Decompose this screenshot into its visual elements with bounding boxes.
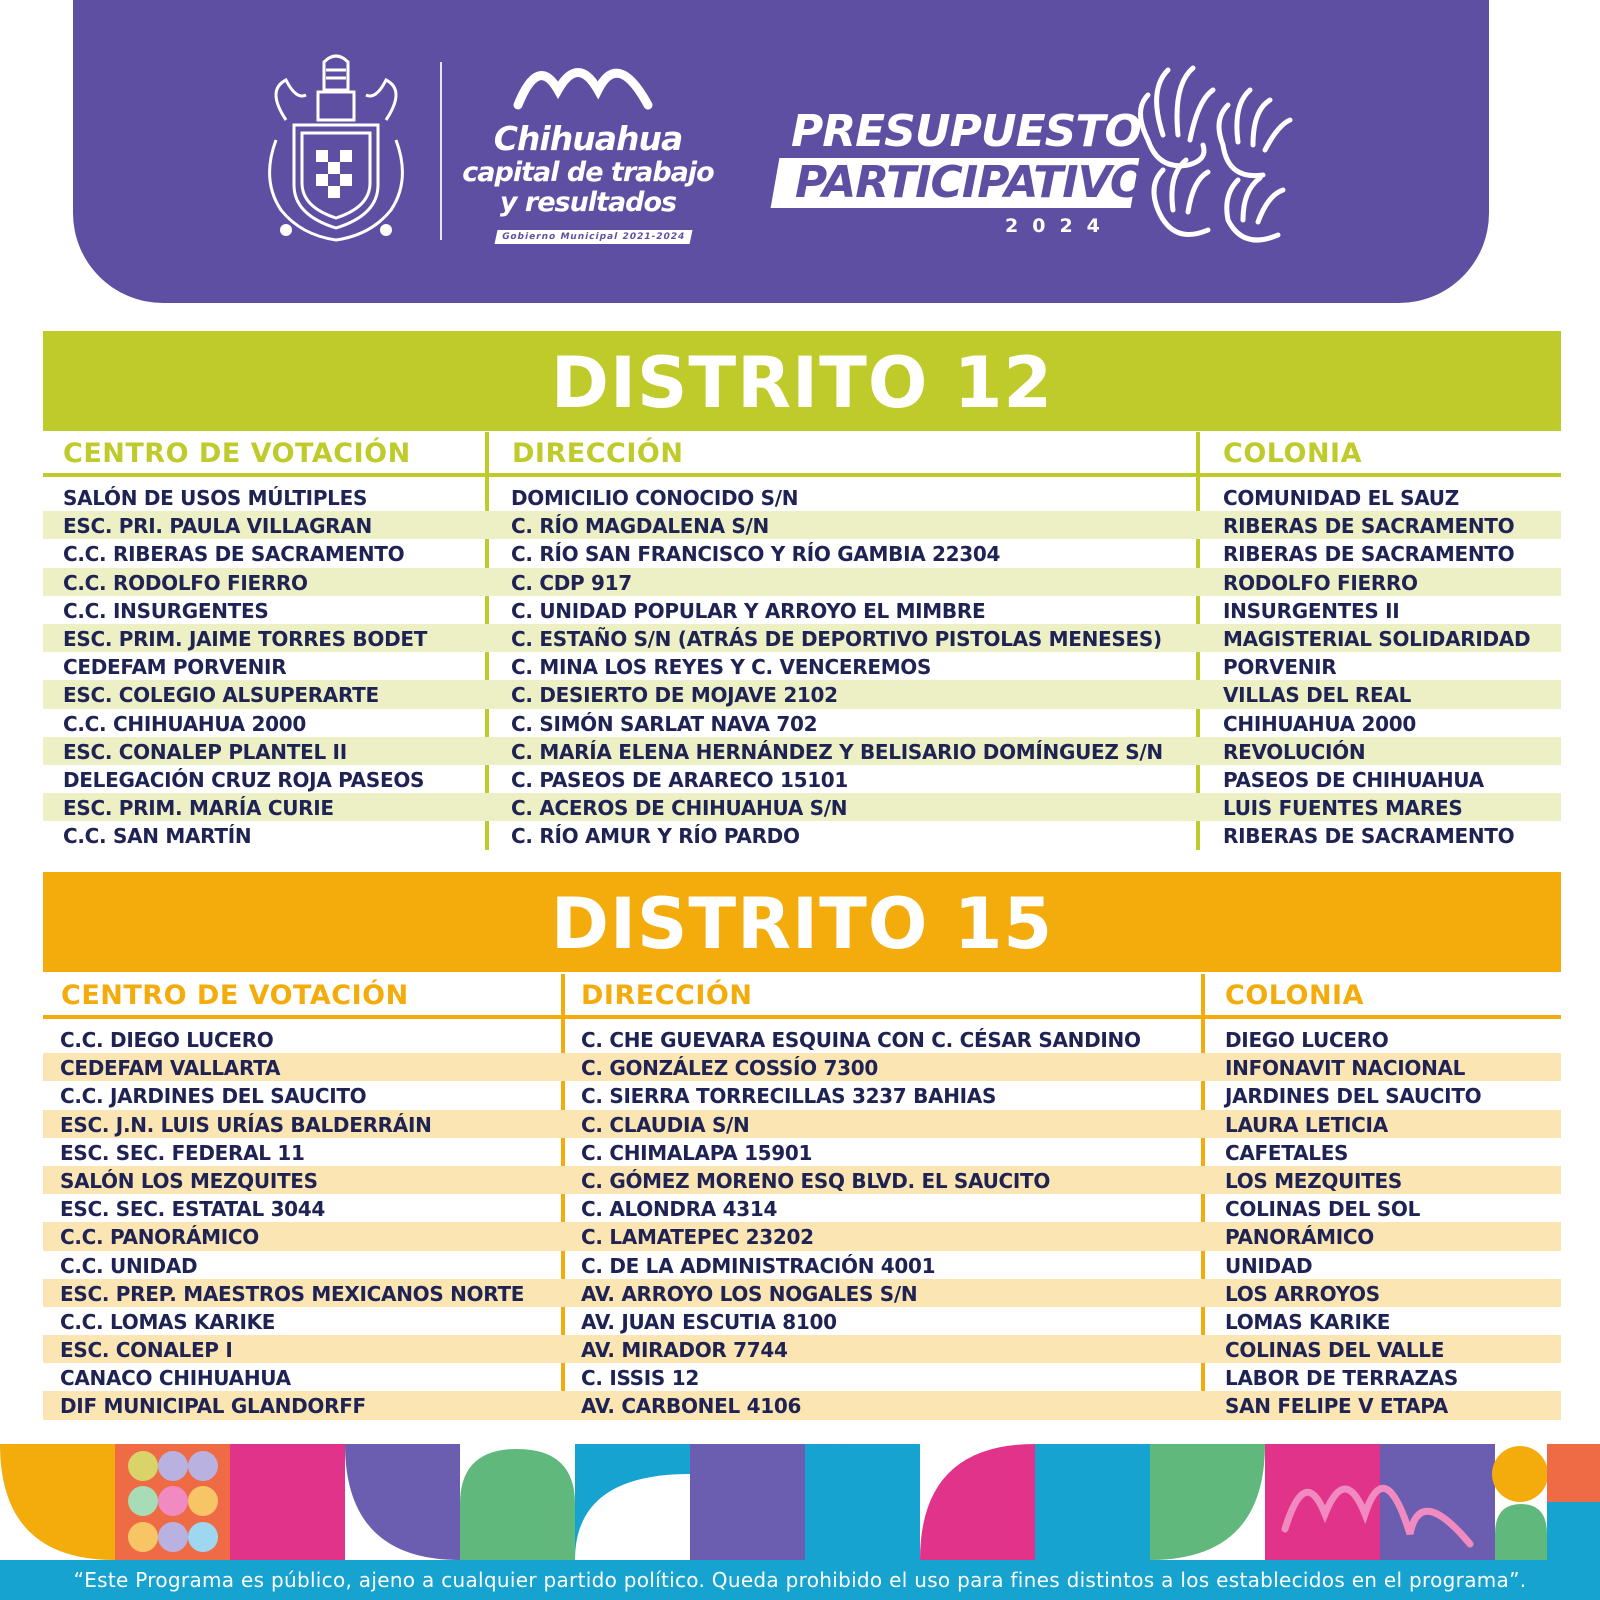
- cell-colony: JARDINES DEL SAUCITO: [1225, 1084, 1482, 1109]
- column-header-center: CENTRO DE VOTACIÓN: [61, 980, 409, 1011]
- cell-colony: LABOR DE TERRAZAS: [1225, 1366, 1458, 1391]
- cell-colony: RIBERAS DE SACRAMENTO: [1223, 824, 1515, 849]
- cell-colony: LAURA LETICIA: [1225, 1112, 1388, 1137]
- cell-address: C. SIERRA TORRECILLAS 3237 BAHIAS: [581, 1084, 997, 1109]
- cell-address: AV. MIRADOR 7744: [581, 1338, 788, 1363]
- cell-center: C.C. JARDINES DEL SAUCITO: [60, 1084, 367, 1109]
- cell-address: AV. CARBONEL 4106: [581, 1394, 802, 1419]
- cell-colony: RODOLFO FIERRO: [1223, 570, 1418, 595]
- cell-center: ESC. COLEGIO ALSUPERARTE: [63, 683, 379, 708]
- cell-address: C. RÍO AMUR Y RÍO PARDO: [511, 824, 800, 849]
- district-15-rows: [43, 1025, 1561, 1420]
- cell-colony: INSURGENTES II: [1223, 598, 1400, 623]
- cell-center: C.C. RODOLFO FIERRO: [63, 570, 308, 595]
- program-title-line2: PARTICIPATIVO: [795, 157, 1147, 208]
- column-header-address: DIRECCIÓN: [581, 980, 753, 1011]
- cell-colony: VILLAS DEL REAL: [1223, 683, 1412, 708]
- municipal-subtitle: capital de trabajo y resultados: [462, 157, 714, 218]
- table-row: [43, 652, 1561, 680]
- cell-address: C. ALONDRA 4314: [581, 1197, 778, 1222]
- logo-divider: [440, 62, 442, 240]
- cell-colony: RIBERAS DE SACRAMENTO: [1223, 542, 1515, 567]
- decorative-pattern: [0, 1444, 1600, 1560]
- chihuahua-m-icon: [508, 50, 658, 120]
- cell-center: C.C. INSURGENTES: [63, 598, 269, 623]
- program-year: 2024: [1005, 215, 1114, 237]
- table-row: [43, 1222, 1561, 1250]
- cell-address: C. ISSIS 12: [581, 1366, 699, 1391]
- cell-center: ESC. PREP. MAESTROS MEXICANOS NORTE: [60, 1281, 525, 1306]
- cell-center: C.C. UNIDAD: [60, 1253, 198, 1278]
- cell-colony: CAFETALES: [1225, 1140, 1349, 1165]
- table-row: [43, 511, 1561, 539]
- cell-address: C. ESTAÑO S/N (ATRÁS DE DEPORTIVO PISTOLAS MENESES): [511, 626, 1162, 651]
- cell-colony: COMUNIDAD EL SAUZ: [1223, 486, 1459, 510]
- cell-center: DIF MUNICIPAL GLANDORFF: [60, 1394, 366, 1419]
- cell-address: C. LAMATEPEC 23202: [581, 1225, 814, 1250]
- district-12-banner: DISTRITO 12: [43, 331, 1561, 431]
- cell-center: C.C. CHIHUAHUA 2000: [63, 711, 306, 736]
- cell-address: C. CHE GUEVARA ESQUINA CON C. CÉSAR SANDINO: [581, 1028, 1141, 1052]
- cell-colony: RIBERAS DE SACRAMENTO: [1223, 514, 1515, 539]
- cell-colony: REVOLUCIÓN: [1223, 739, 1366, 764]
- header-banner: [73, 0, 1489, 303]
- participatory-budget-logo: [773, 60, 1293, 260]
- header-underline: [43, 473, 1561, 477]
- cell-colony: SAN FELIPE V ETAPA: [1225, 1394, 1448, 1419]
- cell-center: C.C. PANORÁMICO: [60, 1225, 259, 1250]
- cell-colony: MAGISTERIAL SOLIDARIDAD: [1223, 626, 1531, 651]
- district-15-banner: DISTRITO 15: [43, 872, 1561, 972]
- cell-center: C.C. LOMAS KARIKE: [60, 1309, 276, 1334]
- cell-center: ESC. CONALEP PLANTEL II: [63, 739, 347, 764]
- cell-colony: DIEGO LUCERO: [1225, 1028, 1389, 1052]
- cell-address: C. RÍO SAN FRANCISCO Y RÍO GAMBIA 22304: [511, 542, 1001, 567]
- table-row: [43, 1110, 1561, 1138]
- cell-center: CEDEFAM PORVENIR: [63, 655, 287, 680]
- hands-icon: [1128, 50, 1298, 250]
- cell-address: C. CDP 917: [511, 570, 632, 595]
- cell-colony: COLINAS DEL SOL: [1225, 1197, 1421, 1222]
- table-row: [43, 737, 1561, 765]
- cell-colony: PORVENIR: [1223, 655, 1337, 680]
- table-row: [43, 821, 1561, 849]
- cell-center: SALÓN LOS MEZQUITES: [60, 1168, 318, 1193]
- cell-center: SALÓN DE USOS MÚLTIPLES: [63, 486, 368, 510]
- table-row: [43, 568, 1561, 596]
- header-underline: [43, 1015, 1561, 1019]
- cell-address: C. GÓMEZ MORENO ESQ BLVD. EL SAUCITO: [581, 1168, 1051, 1193]
- table-row: [43, 709, 1561, 737]
- cell-center: ESC. PRIM. JAIME TORRES BODET: [63, 626, 428, 651]
- municipal-logo: [458, 50, 718, 250]
- cell-colony: COLINAS DEL VALLE: [1225, 1338, 1445, 1363]
- cell-colony: INFONAVIT NACIONAL: [1225, 1056, 1466, 1081]
- table-row: [43, 1081, 1561, 1109]
- cell-colony: PANORÁMICO: [1225, 1225, 1374, 1250]
- cell-colony: LOMAS KARIKE: [1225, 1309, 1391, 1334]
- cell-center: ESC. PRIM. MARÍA CURIE: [63, 796, 334, 821]
- column-header-colony: COLONIA: [1225, 980, 1365, 1011]
- table-row: [43, 1166, 1561, 1194]
- cell-colony: LOS ARROYOS: [1225, 1281, 1380, 1306]
- cell-center: ESC. SEC. FEDERAL 11: [60, 1140, 305, 1165]
- cell-colony: UNIDAD: [1225, 1253, 1313, 1278]
- cell-center: ESC. SEC. ESTATAL 3044: [60, 1197, 326, 1222]
- table-row: [43, 1363, 1561, 1391]
- cell-address: AV. ARROYO LOS NOGALES S/N: [581, 1281, 918, 1306]
- table-row: [43, 1335, 1561, 1363]
- district-12-rows: [43, 483, 1561, 849]
- table-row: [43, 1307, 1561, 1335]
- program-title-line1: PRESUPUESTO: [791, 106, 1141, 157]
- cell-center: C.C. SAN MARTÍN: [63, 824, 252, 849]
- cell-address: C. SIMÓN SARLAT NAVA 702: [511, 711, 818, 736]
- cell-center: C.C. RIBERAS DE SACRAMENTO: [63, 542, 405, 567]
- coat-of-arms-logo: [256, 50, 416, 245]
- table-row: [43, 765, 1561, 793]
- cell-address: C. CLAUDIA S/N: [581, 1112, 750, 1137]
- table-row: [43, 596, 1561, 624]
- municipal-title: Chihuahua: [493, 119, 683, 158]
- cell-center: CEDEFAM VALLARTA: [60, 1056, 281, 1081]
- cell-colony: CHIHUAHUA 2000: [1223, 711, 1416, 736]
- cell-address: C. DE LA ADMINISTRACIÓN 4001: [581, 1253, 936, 1278]
- cell-address: C. RÍO MAGDALENA S/N: [511, 514, 769, 539]
- cell-address: C. GONZÁLEZ COSSÍO 7300: [581, 1056, 879, 1081]
- column-header-center: CENTRO DE VOTACIÓN: [63, 438, 411, 469]
- cell-center: ESC. CONALEP I: [60, 1338, 233, 1363]
- table-row: [43, 1279, 1561, 1307]
- table-row: [43, 483, 1561, 511]
- legal-disclaimer: “Este Programa es público, ajeno a cualquier partido político. Queda prohibido el uso para fines distintos a los establecidos en el programa”.: [0, 1560, 1600, 1600]
- column-header-colony: COLONIA: [1223, 438, 1363, 469]
- cell-center: C.C. DIEGO LUCERO: [60, 1028, 274, 1052]
- table-row: [43, 680, 1561, 708]
- cell-address: C. UNIDAD POPULAR Y ARROYO EL MIMBRE: [511, 598, 986, 623]
- cell-center: DELEGACIÓN CRUZ ROJA PASEOS: [63, 767, 425, 792]
- cell-address: C. DESIERTO DE MOJAVE 2102: [511, 683, 838, 708]
- table-row: [43, 1194, 1561, 1222]
- cell-colony: LUIS FUENTES MARES: [1223, 796, 1463, 821]
- cell-center: ESC. J.N. LUIS URÍAS BALDERRÁIN: [60, 1112, 432, 1137]
- cell-colony: PASEOS DE CHIHUAHUA: [1223, 767, 1484, 792]
- table-row: [43, 624, 1561, 652]
- table-row: [43, 1251, 1561, 1279]
- cell-address: C. ACEROS DE CHIHUAHUA S/N: [511, 796, 848, 821]
- cell-address: C. CHIMALAPA 15901: [581, 1140, 813, 1165]
- cell-center: ESC. PRI. PAULA VILLAGRAN: [63, 514, 372, 539]
- municipal-period: Gobierno Municipal 2021-2024: [495, 230, 693, 244]
- table-row: [43, 1053, 1561, 1081]
- table-row: [43, 1391, 1561, 1419]
- table-row: [43, 1138, 1561, 1166]
- cell-center: CANACO CHIHUAHUA: [60, 1366, 291, 1391]
- table-row: [43, 793, 1561, 821]
- cell-address: AV. JUAN ESCUTIA 8100: [581, 1309, 837, 1334]
- table-row: [43, 1025, 1561, 1053]
- cell-colony: LOS MEZQUITES: [1225, 1168, 1402, 1193]
- table-row: [43, 539, 1561, 567]
- cell-address: C. PASEOS DE ARARECO 15101: [511, 767, 849, 792]
- cell-address: C. MINA LOS REYES Y C. VENCEREMOS: [511, 655, 932, 680]
- cell-address: C. MARÍA ELENA HERNÁNDEZ Y BELISARIO DOMÍNGUEZ S/N: [511, 739, 1163, 764]
- cell-address: DOMICILIO CONOCIDO S/N: [511, 486, 799, 510]
- column-header-address: DIRECCIÓN: [512, 438, 684, 469]
